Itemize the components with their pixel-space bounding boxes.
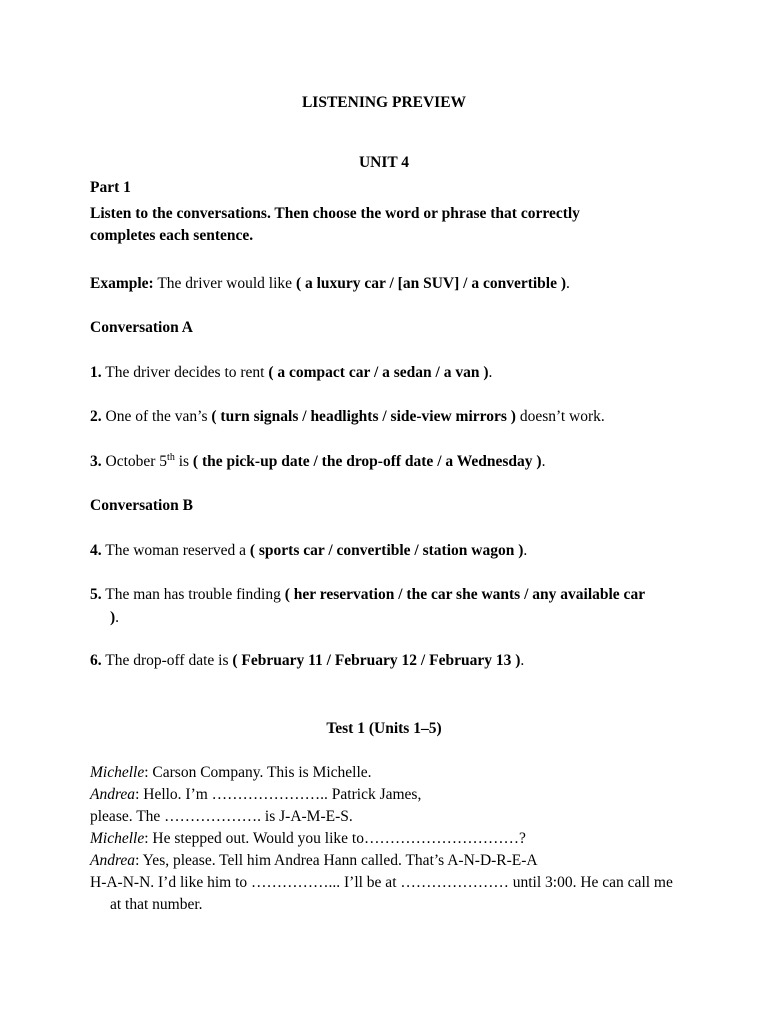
question-6 [90, 650, 690, 672]
question-2 [90, 406, 690, 428]
dialogue-text: : He stepped out. Would you like to…………………………? [144, 830, 526, 847]
answer-options: ( sports car / convertible / station wagon ) [249, 542, 524, 559]
question-text: The woman reserved a [105, 542, 246, 559]
instructions: Listen to the conversations. Then choose the word or phrase that correctly completes each sentence. [90, 205, 580, 244]
speaker-name: Michelle [90, 764, 145, 781]
question-end: . [541, 453, 546, 470]
question-5 [90, 584, 690, 606]
question-end: . [520, 652, 525, 669]
example-label: Example: [90, 275, 154, 292]
answer-options: ( the pick-up date / the drop-off date / a Wednesday ) [192, 453, 542, 470]
speaker-name: Andrea [90, 852, 136, 869]
question-end: . [488, 364, 493, 381]
question-number: 6. [90, 652, 102, 669]
question-1 [90, 362, 690, 384]
question-text: The man has trouble finding [105, 586, 281, 603]
example-text: The driver would like [157, 275, 293, 292]
example-line [90, 273, 690, 295]
part-heading: Part 1 [90, 179, 131, 196]
dialogue-line [90, 828, 685, 850]
question-4 [90, 540, 690, 562]
question-text: The driver decides to rent [105, 364, 265, 381]
question-number: 1. [90, 364, 102, 381]
dialogue-text: : Yes, please. Tell him Andrea Hann called. That’s A-N-D-R-E-A [135, 852, 538, 869]
answer-options: ( February 11 / February 12 / February 13 ) [232, 652, 521, 669]
answer-options: ( her reservation / the car she wants / any available car [284, 586, 646, 603]
answer-options-close: ) [110, 609, 116, 626]
speaker-name: Michelle [90, 830, 145, 847]
speaker-name: Andrea [90, 786, 136, 803]
answer-options: ( turn signals / headlights / side-view mirrors ) [211, 408, 516, 425]
question-end: . [115, 609, 120, 626]
unit-heading: UNIT 4 [358, 154, 410, 171]
question-text-mid: is [178, 453, 190, 470]
page-title: LISTENING PREVIEW [301, 94, 467, 111]
dialogue-line [90, 872, 685, 916]
dialogue-line [90, 806, 685, 828]
question-text: October 5 [105, 453, 168, 470]
question-3 [90, 451, 690, 473]
question-number: 3. [90, 453, 102, 470]
dialogue-text: : Hello. I’m ………………….. Patrick James, [135, 786, 422, 803]
conversation-a-heading: Conversation A [90, 319, 193, 336]
dialogue-text: : Carson Company. This is Michelle. [144, 764, 372, 781]
question-text: One of the van’s [105, 408, 208, 425]
question-end: doesn’t work. [519, 408, 605, 425]
question-number: 4. [90, 542, 102, 559]
question-number: 2. [90, 408, 102, 425]
dialogue-line [90, 762, 685, 784]
question-text: The drop-off date is [105, 652, 229, 669]
test-title: Test 1 (Units 1–5) [326, 720, 442, 737]
dialogue-text: H-A-N-N. I’d like him to ……………... I’ll be at ………………… until 3:00. He can call me at that number. [90, 874, 673, 913]
dialogue [90, 762, 685, 916]
question-end: . [523, 542, 528, 559]
dialogue-line [90, 784, 685, 806]
conversation-b-heading: Conversation B [90, 497, 193, 514]
example-options: ( a luxury car / [an SUV] / a convertible ) [295, 275, 567, 292]
ordinal-suffix: th [167, 451, 175, 463]
dialogue-line [90, 850, 685, 872]
dialogue-text: please. The ………………. is J-A-M-E-S. [90, 808, 353, 825]
question-5-continued [110, 607, 710, 629]
example-end: . [566, 275, 570, 292]
answer-options: ( a compact car / a sedan / a van ) [268, 364, 489, 381]
question-number: 5. [90, 586, 102, 603]
